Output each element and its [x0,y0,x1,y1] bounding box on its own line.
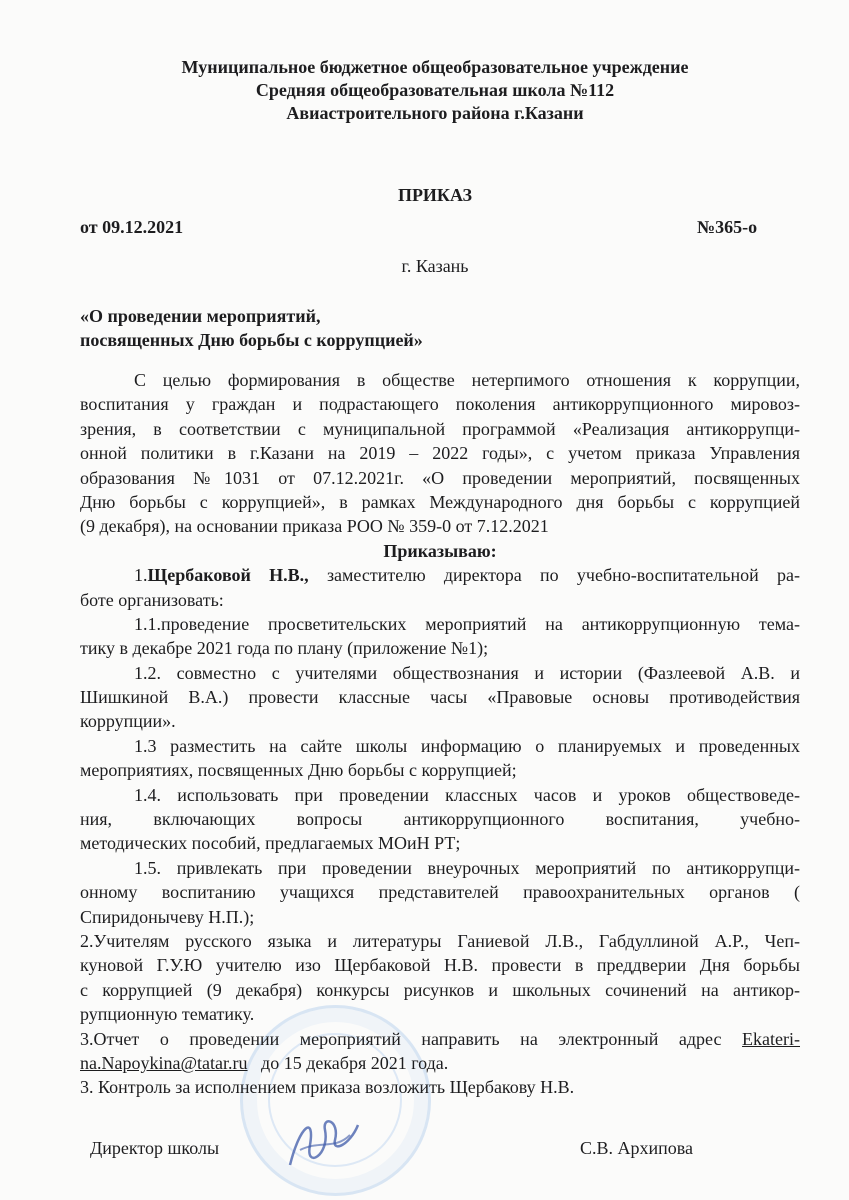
signatory-position: Директор школы [90,1138,220,1158]
item-1-3 [80,734,800,783]
text-line: с коррупцией (9 декабря) конкурсы рисунков и школьных сочинений на антикор- [80,979,800,1000]
order-subject-line1: «О проведении мероприятий, [80,306,321,326]
order-directive: Приказываю: [383,540,497,561]
item-1-text: заместителю директора по учебно-воспитательной ра- [308,565,800,586]
org-name-line1: Муниципальное бюджетное общеобразовательное учреждение [181,57,689,77]
text-line: ния, включающих вопросы антикоррупционного воспитания, учебно- [80,809,800,830]
responsible-person: Щербаковой Н.В., [147,565,309,586]
text-line: Дню борьбы с коррупцией», в рамках Международного дня борьбы с коррупцией [80,491,800,512]
text-line: 1.1.проведение просветительских мероприятий на антикоррупционную тема- [134,613,800,634]
text-line: С целью формирования в обществе нетерпимого отношения к коррупции, [134,370,800,390]
text-line: 1.2. совместно с учителями обществознания и истории (Фазлеевой А.В. и [134,662,800,683]
text-line: 1.4. использовать при проведении классных часов и уроков обществоведе- [134,784,800,805]
org-name-line3: Авиастроительного района г.Казани [286,103,584,123]
email-link-part2[interactable]: na.Napoykina@tatar.ru [80,1052,248,1073]
item-3-deadline: до 15 декабря 2021 года. [247,1052,449,1073]
text-line: методических пособий, предлагаемых МОиН РТ; [80,833,461,854]
text-line: Спиридонычеву Н.П.); [80,906,255,927]
text-line: 1.5. привлекать при проведении внеурочных мероприятий по антикоррупци- [134,857,800,878]
item-1-line2: боте организовать: [80,589,224,610]
item-1-2 [80,661,800,734]
text-line: рупционную тематику. [80,1004,255,1025]
item-3-line2 [80,1051,800,1075]
item-2 [80,929,800,1027]
item-1-4 [80,783,800,856]
item-1-1 [80,612,800,661]
text-line: Шишкиной В.А.) провести классные часы «Правовые основы противодействия [80,687,800,708]
org-name-line2: Средняя общеобразовательная школа №112 [255,80,615,100]
text-line: онному воспитанию учащихся представителей правоохранительных органов ( [80,882,800,903]
item-4 [80,1075,800,1099]
item-1 [80,563,800,612]
text-line: 1.3 разместить на сайте школы информацию о планируемых и проведенных [134,735,800,756]
email-link-part1[interactable]: Ekateri- [742,1028,800,1049]
order-body [80,368,800,1100]
text-line: куновой Г.У.Ю учителю изо Щербаковой Н.В. провести в преддверии Дня борьбы [80,955,800,976]
item-3-line1 [80,1027,800,1051]
text-line: коррупции». [80,711,176,732]
text-line: тику в декабре 2021 года по плану (приложение №1); [80,638,489,659]
text-line: воспитания у граждан и подрастающего поколения антикоррупционного мировоз- [80,394,800,415]
document-title: ПРИКАЗ [397,185,473,205]
text-line: зрения, в соответствии с муниципальной программой «Реализация антикоррупци- [80,418,800,439]
item-3 [80,1027,800,1076]
text-line: образования №1031 от 07.12.2021г. «О проведении мероприятий, посвященных [80,467,800,488]
preamble-paragraph [80,368,800,539]
text-line: онной политики в г.Казани на 2019 – 2022 годы», с учетом приказа Управления [80,443,800,464]
order-city: г. Казань [401,256,469,276]
text-line: мероприятиях, посвященных Дню борьбы с коррупцией; [80,760,517,781]
order-date: от 09.12.2021 [80,217,184,237]
item-4-text: 3. Контроль за исполнением приказа возложить Щербакову Н.В. [80,1077,575,1098]
order-number: №365-о [697,217,758,237]
signature [280,1105,370,1175]
item-3-text: 3.Отчет о проведении мероприятий направить на электронный адрес [80,1028,743,1049]
order-subject-line2: посвященных Дню борьбы с коррупцией» [80,330,423,350]
signatory-name: С.В. Архипова [580,1138,694,1158]
text-line: (9 декабря), на основании приказа РОО № 359-0 от 7.12.2021 [80,516,549,537]
item-1-5 [80,856,800,929]
text-line: 2.Учителям русского языка и литературы Ганиевой Л.В., Габдуллиной А.Р., Чеп- [80,930,800,951]
item-1-number: 1. [134,565,148,586]
item-1-line1 [80,563,800,587]
